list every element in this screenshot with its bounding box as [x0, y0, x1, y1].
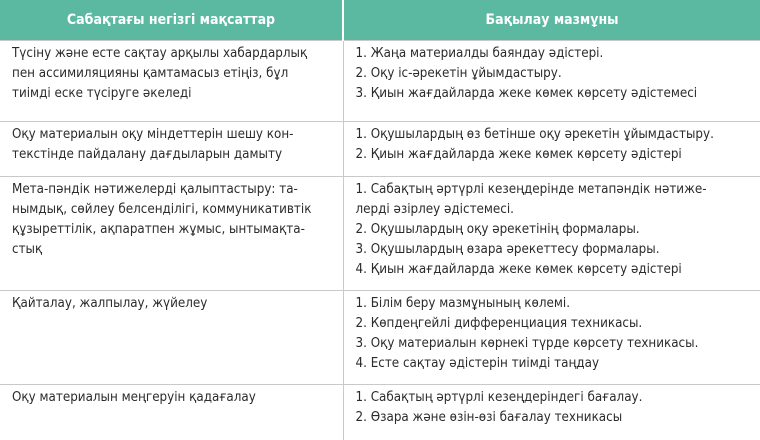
goal-line: Қайталау, жалпылау, жүйелеу — [12, 294, 333, 314]
goal-line: тиімді еске түсіруге әкеледі — [12, 84, 333, 104]
control-list — [356, 180, 757, 280]
list-item: 1. Жаңа материалды баяндау әдістері. — [356, 44, 757, 64]
table-header — [0, 0, 760, 41]
list-item: 1. Сабақтың әртүрлі кезеңдерінде метапәндік нәтиже- — [356, 180, 757, 200]
list-item: 3. Оқу материалын көрнекі түрде көрсету техникасы. — [356, 334, 757, 354]
goal-line: текстінде пайдалану дағдыларын дамыту — [12, 145, 333, 165]
list-item: 4. Қиын жағдайларда жеке көмек көрсету әдістері — [356, 260, 757, 280]
table-row — [0, 177, 760, 291]
list-item: 2. Қиын жағдайларда жеке көмек көрсету әдістері — [356, 145, 757, 165]
goal-line: Оқу материалын меңгеруін қадағалау — [12, 388, 333, 408]
goal-cell — [0, 385, 343, 440]
goal-line: стық — [12, 240, 333, 260]
list-item: 2. Көпдеңгейлі дифференциация техникасы. — [356, 314, 757, 334]
goal-cell — [0, 41, 343, 122]
list-item: 1. Оқушылардың өз бетінше оқу әрекетін ұйымдастыру. — [356, 125, 757, 145]
control-list — [356, 125, 757, 165]
control-cell — [343, 122, 760, 177]
goal-cell — [0, 291, 343, 385]
control-list — [356, 44, 757, 104]
control-cell — [343, 385, 760, 440]
header-control-content: Бақылау мазмұны — [343, 0, 760, 41]
list-item: 1. Сабақтың әртүрлі кезеңдеріндегі бағалау. — [356, 388, 757, 408]
list-item: 1. Білім беру мазмұнының көлемі. — [356, 294, 757, 314]
goal-line: Түсіну және есте сақтау арқылы хабардарлық — [12, 44, 333, 64]
goal-line: құзыреттілік, ақпаратпен жұмыс, ынтымақта- — [12, 220, 333, 240]
goal-line: пен ассимиляцияны қамтамасыз етіңіз, бұл — [12, 64, 333, 84]
header-goals: Сабақтағы негізгі мақсаттар — [0, 0, 343, 41]
goal-cell — [0, 122, 343, 177]
list-item: 2. Оқу іс-әрекетін ұйымдастыру. — [356, 64, 757, 84]
list-item: лерді әзірлеу әдістемесі. — [356, 200, 757, 220]
table-row — [0, 291, 760, 385]
goal-line: нымдық, сөйлеу белсенділігі, коммуникативтік — [12, 200, 333, 220]
list-item: 2. Өзара және өзін-өзі бағалау техникасы — [356, 408, 757, 428]
list-item: 3. Қиын жағдайларда жеке көмек көрсету әдістемесі — [356, 84, 757, 104]
list-item: 4. Есте сақтау әдістерін тиімді таңдау — [356, 354, 757, 374]
list-item: 2. Оқушылардың оқу әрекетінің формалары. — [356, 220, 757, 240]
goal-line: Оқу материалын оқу міндеттерін шешу кон- — [12, 125, 333, 145]
table-row — [0, 41, 760, 122]
control-cell — [343, 291, 760, 385]
list-item: 3. Оқушылардың өзара әрекеттесу формалары. — [356, 240, 757, 260]
control-cell — [343, 177, 760, 291]
goal-cell — [0, 177, 343, 291]
goal-line: Мета-пәндік нәтижелерді қалыптастыру: та- — [12, 180, 333, 200]
control-list — [356, 294, 757, 374]
control-cell — [343, 41, 760, 122]
table-row — [0, 385, 760, 440]
control-list — [356, 388, 757, 428]
table-row — [0, 122, 760, 177]
